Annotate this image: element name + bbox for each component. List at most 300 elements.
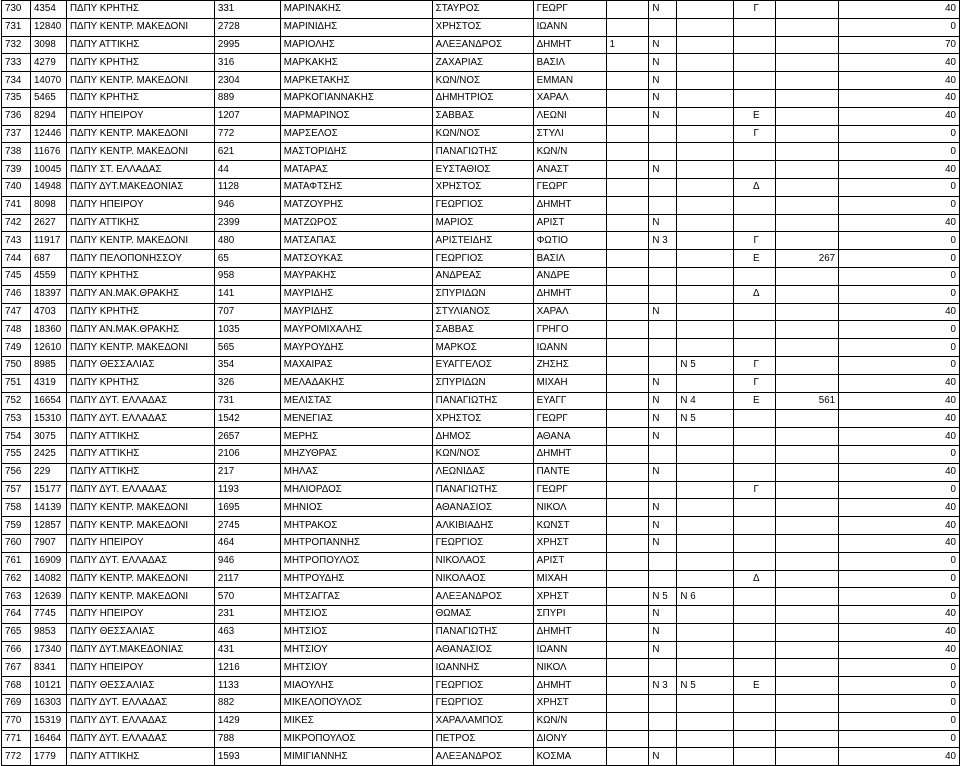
cell-father-name: ΕΜΜΑΝ	[533, 72, 606, 90]
cell-flag-a	[606, 481, 649, 499]
cell-region: ΠΔΠΥ ΗΠΕΙΡΟΥ	[66, 659, 214, 677]
cell-surname: ΜΑΡΙΝΑΚΗΣ	[280, 1, 432, 19]
cell-points: 0	[839, 659, 960, 677]
cell-surname: ΜΑΡΚΟΓΙΑΝΝΑΚΗΣ	[280, 89, 432, 107]
table-row	[2, 161, 960, 179]
cell-code: 16464	[30, 730, 66, 748]
table-row	[2, 89, 960, 107]
cell-flag-b	[649, 285, 677, 303]
cell-code: 4279	[30, 54, 66, 72]
cell-region: ΠΔΠΥ ΚΡΗΤΗΣ	[66, 89, 214, 107]
cell-flag-a	[606, 267, 649, 285]
cell-flag-a	[606, 695, 649, 713]
cell-flag-c	[677, 695, 734, 713]
cell-category	[734, 659, 776, 677]
cell-category	[734, 196, 776, 214]
cell-region: ΠΔΠΥ ΔΥΤ.ΜΑΚΕΔΟΝΙΑΣ	[66, 178, 214, 196]
table-row	[2, 641, 960, 659]
cell-reg-number: 231	[214, 606, 280, 624]
cell-flag-c	[677, 161, 734, 179]
cell-category: Γ	[734, 481, 776, 499]
cell-region: ΠΔΠΥ ΚΕΝΤΡ. ΜΑΚΕΔΟΝΙ	[66, 18, 214, 36]
cell-flag-b	[649, 659, 677, 677]
table-row	[2, 570, 960, 588]
cell-code: 5465	[30, 89, 66, 107]
cell-flag-c	[677, 303, 734, 321]
cell-region: ΠΔΠΥ ΗΠΕΙΡΟΥ	[66, 196, 214, 214]
cell-region: ΠΔΠΥ ΑΤΤΙΚΗΣ	[66, 214, 214, 232]
cell-region: ΠΔΠΥ ΑΤΤΙΚΗΣ	[66, 428, 214, 446]
cell-flag-c	[677, 339, 734, 357]
cell-reg-number: 1429	[214, 712, 280, 730]
cell-flag-c	[677, 285, 734, 303]
cell-flag-c	[677, 534, 734, 552]
cell-row-no: 763	[2, 588, 31, 606]
cell-points: 40	[839, 499, 960, 517]
cell-category	[734, 303, 776, 321]
cell-extra-code	[776, 641, 839, 659]
cell-flag-a	[606, 499, 649, 517]
table-row	[2, 392, 960, 410]
cell-father-name: ΓΕΩΡΓ	[533, 178, 606, 196]
cell-points: 0	[839, 339, 960, 357]
cell-category	[734, 748, 776, 766]
cell-surname: ΜΑΥΡΟΜΙΧΑΛΗΣ	[280, 321, 432, 339]
cell-first-name: ΠΑΝΑΓΙΩΤΗΣ	[432, 623, 533, 641]
cell-code: 8294	[30, 107, 66, 125]
cell-surname: ΜΑΤΖΟΥΡΗΣ	[280, 196, 432, 214]
cell-first-name: ΝΙΚΟΛΑΟΣ	[432, 552, 533, 570]
cell-flag-c: Ν 4	[677, 392, 734, 410]
cell-flag-a	[606, 428, 649, 446]
cell-reg-number: 570	[214, 588, 280, 606]
cell-category: Δ	[734, 285, 776, 303]
cell-category	[734, 428, 776, 446]
cell-code: 16303	[30, 695, 66, 713]
table-row	[2, 356, 960, 374]
cell-flag-b	[649, 321, 677, 339]
cell-row-no: 759	[2, 517, 31, 535]
cell-category	[734, 18, 776, 36]
cell-surname: ΜΙΚΕΣ	[280, 712, 432, 730]
cell-code: 2627	[30, 214, 66, 232]
cell-extra-code	[776, 1, 839, 19]
cell-region: ΠΔΠΥ ΚΡΗΤΗΣ	[66, 303, 214, 321]
cell-reg-number: 217	[214, 463, 280, 481]
cell-first-name: ΘΩΜΑΣ	[432, 606, 533, 624]
cell-points: 40	[839, 214, 960, 232]
cell-code: 4319	[30, 374, 66, 392]
cell-extra-code	[776, 499, 839, 517]
cell-flag-c	[677, 641, 734, 659]
table-row	[2, 36, 960, 54]
cell-flag-b: Ν	[649, 72, 677, 90]
cell-category	[734, 89, 776, 107]
cell-surname: ΜΗΤΣΙΟΣ	[280, 606, 432, 624]
cell-flag-b: Ν	[649, 463, 677, 481]
cell-extra-code	[776, 285, 839, 303]
cell-category: Ε	[734, 250, 776, 268]
cell-code: 3075	[30, 428, 66, 446]
cell-father-name: ΝΙΚΟΛ	[533, 499, 606, 517]
cell-category	[734, 54, 776, 72]
cell-surname: ΜΑΤΣΟΥΚΑΣ	[280, 250, 432, 268]
cell-surname: ΜΗΤΡΟΠΟΥΛΟΣ	[280, 552, 432, 570]
table-row	[2, 1, 960, 19]
cell-region: ΠΔΠΥ ΑΤΤΙΚΗΣ	[66, 445, 214, 463]
cell-surname: ΜΑΡΙΝΙΔΗΣ	[280, 18, 432, 36]
table-row	[2, 374, 960, 392]
cell-flag-a	[606, 339, 649, 357]
cell-first-name: ΧΡΗΣΤΟΣ	[432, 18, 533, 36]
cell-region: ΠΔΠΥ ΔΥΤ. ΕΛΛΑΔΑΣ	[66, 552, 214, 570]
cell-first-name: ΣΤΥΛΙΑΝΟΣ	[432, 303, 533, 321]
cell-flag-a	[606, 588, 649, 606]
cell-first-name: ΣΑΒΒΑΣ	[432, 321, 533, 339]
cell-father-name: ΑΡΙΣΤ	[533, 214, 606, 232]
cell-flag-c	[677, 72, 734, 90]
cell-region: ΠΔΠΥ ΑΤΤΙΚΗΣ	[66, 463, 214, 481]
cell-father-name: ΔΗΜΗΤ	[533, 623, 606, 641]
cell-flag-c	[677, 196, 734, 214]
cell-region: ΠΔΠΥ ΔΥΤ. ΕΛΛΑΔΑΣ	[66, 392, 214, 410]
cell-region: ΠΔΠΥ ΔΥΤ. ΕΛΛΑΔΑΣ	[66, 695, 214, 713]
cell-first-name: ΚΩΝ/ΝΟΣ	[432, 125, 533, 143]
cell-region: ΠΔΠΥ ΗΠΕΙΡΟΥ	[66, 534, 214, 552]
cell-father-name: ΔΗΜΗΤ	[533, 196, 606, 214]
cell-reg-number: 1593	[214, 748, 280, 766]
cell-category	[734, 36, 776, 54]
cell-flag-b: Ν	[649, 36, 677, 54]
cell-extra-code	[776, 161, 839, 179]
cell-points: 0	[839, 196, 960, 214]
cell-code: 3098	[30, 36, 66, 54]
cell-reg-number: 2657	[214, 428, 280, 446]
cell-region: ΠΔΠΥ ΚΕΝΤΡ. ΜΑΚΕΔΟΝΙ	[66, 499, 214, 517]
cell-flag-c	[677, 445, 734, 463]
cell-flag-a	[606, 72, 649, 90]
cell-code: 12639	[30, 588, 66, 606]
cell-flag-b: Ν	[649, 1, 677, 19]
table-row	[2, 712, 960, 730]
cell-father-name: ΚΟΣΜΑ	[533, 748, 606, 766]
cell-category	[734, 552, 776, 570]
cell-flag-c	[677, 552, 734, 570]
cell-region: ΠΔΠΥ ΚΕΝΤΡ. ΜΑΚΕΔΟΝΙ	[66, 517, 214, 535]
cell-flag-a	[606, 730, 649, 748]
cell-code: 4354	[30, 1, 66, 19]
cell-surname: ΜΑΤΑΦΤΣΗΣ	[280, 178, 432, 196]
cell-region: ΠΔΠΥ ΘΕΣΣΑΛΙΑΣ	[66, 623, 214, 641]
cell-surname: ΜΗΛΑΣ	[280, 463, 432, 481]
cell-points: 0	[839, 18, 960, 36]
table-body	[2, 1, 960, 766]
cell-row-no: 746	[2, 285, 31, 303]
cell-flag-c	[677, 321, 734, 339]
cell-reg-number: 141	[214, 285, 280, 303]
table-row	[2, 695, 960, 713]
cell-surname: ΜΙΚΕΛΟΠΟΥΛΟΣ	[280, 695, 432, 713]
cell-code: 18397	[30, 285, 66, 303]
cell-category	[734, 695, 776, 713]
cell-first-name: ΣΠΥΡΙΔΩΝ	[432, 374, 533, 392]
cell-flag-b: Ν	[649, 748, 677, 766]
cell-reg-number: 2995	[214, 36, 280, 54]
cell-flag-c	[677, 1, 734, 19]
table-row	[2, 232, 960, 250]
cell-flag-c: Ν 5	[677, 356, 734, 374]
cell-reg-number: 1216	[214, 659, 280, 677]
cell-flag-b: Ν	[649, 499, 677, 517]
cell-code: 14082	[30, 570, 66, 588]
cell-surname: ΜΑΡΚΕΤΑΚΗΣ	[280, 72, 432, 90]
cell-extra-code	[776, 552, 839, 570]
cell-row-no: 768	[2, 677, 31, 695]
cell-row-no: 758	[2, 499, 31, 517]
cell-extra-code	[776, 606, 839, 624]
cell-extra-code	[776, 178, 839, 196]
cell-father-name: ΔΙΟΝΥ	[533, 730, 606, 748]
cell-points: 0	[839, 552, 960, 570]
cell-points: 0	[839, 695, 960, 713]
cell-reg-number: 1207	[214, 107, 280, 125]
table-row	[2, 285, 960, 303]
table-row	[2, 410, 960, 428]
cell-category: Γ	[734, 1, 776, 19]
cell-extra-code: 561	[776, 392, 839, 410]
cell-father-name: ΛΕΩΝΙ	[533, 107, 606, 125]
cell-category: Γ	[734, 374, 776, 392]
cell-father-name: ΖΗΣΗΣ	[533, 356, 606, 374]
cell-flag-c	[677, 250, 734, 268]
cell-extra-code	[776, 89, 839, 107]
cell-points: 0	[839, 445, 960, 463]
cell-points: 40	[839, 89, 960, 107]
cell-father-name: ΧΡΗΣΤ	[533, 695, 606, 713]
cell-region: ΠΔΠΥ ΘΕΣΣΑΛΙΑΣ	[66, 356, 214, 374]
cell-region: ΠΔΠΥ ΚΕΝΤΡ. ΜΑΚΕΔΟΝΙ	[66, 143, 214, 161]
cell-surname: ΜΗΤΡΟΠΑΝΝΗΣ	[280, 534, 432, 552]
cell-reg-number: 44	[214, 161, 280, 179]
cell-surname: ΜΑΡΚΑΚΗΣ	[280, 54, 432, 72]
cell-reg-number: 326	[214, 374, 280, 392]
cell-flag-a	[606, 107, 649, 125]
cell-points: 0	[839, 250, 960, 268]
cell-first-name: ΓΕΩΡΓΙΟΣ	[432, 534, 533, 552]
cell-row-no: 770	[2, 712, 31, 730]
cell-surname: ΜΕΛΙΣΤΑΣ	[280, 392, 432, 410]
cell-flag-a	[606, 463, 649, 481]
cell-category	[734, 267, 776, 285]
cell-flag-b: Ν	[649, 641, 677, 659]
cell-surname: ΜΙΑΟΥΛΗΣ	[280, 677, 432, 695]
cell-reg-number: 431	[214, 641, 280, 659]
cell-points: 0	[839, 712, 960, 730]
cell-row-no: 765	[2, 623, 31, 641]
cell-region: ΠΔΠΥ ΚΕΝΤΡ. ΜΑΚΕΔΟΝΙ	[66, 232, 214, 250]
cell-code: 229	[30, 463, 66, 481]
cell-row-no: 753	[2, 410, 31, 428]
cell-flag-b: Ν	[649, 410, 677, 428]
cell-points: 0	[839, 321, 960, 339]
cell-category: Δ	[734, 178, 776, 196]
cell-points: 40	[839, 623, 960, 641]
cell-extra-code	[776, 659, 839, 677]
cell-flag-a	[606, 89, 649, 107]
cell-father-name: ΓΕΩΡΓ	[533, 481, 606, 499]
cell-category	[734, 730, 776, 748]
cell-row-no: 771	[2, 730, 31, 748]
cell-code: 7745	[30, 606, 66, 624]
cell-region: ΠΔΠΥ ΔΥΤ. ΕΛΛΑΔΑΣ	[66, 712, 214, 730]
cell-flag-a	[606, 196, 649, 214]
cell-extra-code	[776, 18, 839, 36]
table-row	[2, 303, 960, 321]
cell-reg-number: 1133	[214, 677, 280, 695]
cell-row-no: 738	[2, 143, 31, 161]
cell-flag-a	[606, 54, 649, 72]
cell-code: 2425	[30, 445, 66, 463]
cell-flag-b: Ν	[649, 623, 677, 641]
cell-extra-code	[776, 143, 839, 161]
cell-extra-code	[776, 695, 839, 713]
cell-flag-b	[649, 250, 677, 268]
cell-code: 12840	[30, 18, 66, 36]
cell-flag-a	[606, 712, 649, 730]
cell-father-name: ΑΡΙΣΤ	[533, 552, 606, 570]
cell-reg-number: 621	[214, 143, 280, 161]
cell-flag-a	[606, 392, 649, 410]
cell-code: 7907	[30, 534, 66, 552]
cell-category	[734, 606, 776, 624]
cell-code: 12446	[30, 125, 66, 143]
table-row	[2, 143, 960, 161]
cell-first-name: ΠΕΤΡΟΣ	[432, 730, 533, 748]
cell-extra-code	[776, 107, 839, 125]
cell-extra-code	[776, 445, 839, 463]
cell-father-name: ΙΩΑΝΝ	[533, 641, 606, 659]
table-row	[2, 18, 960, 36]
cell-row-no: 760	[2, 534, 31, 552]
cell-region: ΠΔΠΥ ΑΝ.ΜΑΚ.ΘΡΑΚΗΣ	[66, 321, 214, 339]
cell-first-name: ΚΩΝ/ΝΟΣ	[432, 72, 533, 90]
cell-extra-code	[776, 232, 839, 250]
cell-extra-code: 267	[776, 250, 839, 268]
cell-surname: ΜΗΛΙΟΡΔΟΣ	[280, 481, 432, 499]
cell-flag-c	[677, 54, 734, 72]
cell-region: ΠΔΠΥ ΣΤ. ΕΛΛΑΔΑΣ	[66, 161, 214, 179]
cell-flag-b: Ν	[649, 606, 677, 624]
cell-flag-b: Ν	[649, 89, 677, 107]
cell-extra-code	[776, 730, 839, 748]
cell-code: 14948	[30, 178, 66, 196]
table-row	[2, 267, 960, 285]
cell-region: ΠΔΠΥ ΚΕΝΤΡ. ΜΑΚΕΔΟΝΙ	[66, 570, 214, 588]
cell-category: Ε	[734, 392, 776, 410]
cell-flag-a	[606, 659, 649, 677]
cell-flag-a	[606, 534, 649, 552]
cell-points: 40	[839, 410, 960, 428]
cell-surname: ΜΗΤΡΑΚΟΣ	[280, 517, 432, 535]
cell-region: ΠΔΠΥ ΚΡΗΤΗΣ	[66, 54, 214, 72]
cell-first-name: ΔΗΜΟΣ	[432, 428, 533, 446]
cell-first-name: ΜΑΡΙΟΣ	[432, 214, 533, 232]
cell-first-name: ΓΕΩΡΓΙΟΣ	[432, 250, 533, 268]
cell-flag-c	[677, 570, 734, 588]
cell-flag-b	[649, 730, 677, 748]
cell-extra-code	[776, 214, 839, 232]
cell-first-name: ΧΡΗΣΤΟΣ	[432, 410, 533, 428]
cell-reg-number: 2117	[214, 570, 280, 588]
cell-extra-code	[776, 125, 839, 143]
cell-father-name: ΧΑΡΑΛ	[533, 89, 606, 107]
cell-points: 40	[839, 161, 960, 179]
cell-code: 15310	[30, 410, 66, 428]
cell-father-name: ΧΡΗΣΤ	[533, 588, 606, 606]
cell-code: 18360	[30, 321, 66, 339]
cell-flag-a	[606, 570, 649, 588]
cell-category	[734, 72, 776, 90]
cell-row-no: 748	[2, 321, 31, 339]
cell-category: Ε	[734, 107, 776, 125]
cell-region: ΠΔΠΥ ΚΡΗΤΗΣ	[66, 374, 214, 392]
cell-first-name: ΠΑΝΑΓΙΩΤΗΣ	[432, 392, 533, 410]
cell-surname: ΜΗΤΡΟΥΔΗΣ	[280, 570, 432, 588]
cell-category	[734, 588, 776, 606]
cell-flag-a	[606, 285, 649, 303]
cell-flag-b	[649, 570, 677, 588]
cell-points: 40	[839, 428, 960, 446]
cell-surname: ΜΗΤΣΑΓΓΑΣ	[280, 588, 432, 606]
cell-points: 0	[839, 285, 960, 303]
cell-flag-b: Ν 3	[649, 677, 677, 695]
cell-flag-c	[677, 89, 734, 107]
cell-first-name: ΓΕΩΡΓΙΟΣ	[432, 695, 533, 713]
cell-reg-number: 707	[214, 303, 280, 321]
cell-row-no: 761	[2, 552, 31, 570]
cell-father-name: ΦΩΤΙΟ	[533, 232, 606, 250]
cell-father-name: ΚΩΝ/Ν	[533, 143, 606, 161]
cell-flag-a	[606, 606, 649, 624]
cell-region: ΠΔΠΥ ΚΕΝΤΡ. ΜΑΚΕΔΟΝΙ	[66, 72, 214, 90]
cell-father-name: ΕΥΑΓΓ	[533, 392, 606, 410]
cell-category	[734, 410, 776, 428]
cell-flag-a	[606, 18, 649, 36]
cell-row-no: 750	[2, 356, 31, 374]
cell-points: 0	[839, 677, 960, 695]
cell-reg-number: 2399	[214, 214, 280, 232]
cell-first-name: ΙΩΑΝΝΗΣ	[432, 659, 533, 677]
cell-points: 40	[839, 392, 960, 410]
cell-surname: ΜΑΤΣΑΠΑΣ	[280, 232, 432, 250]
cell-flag-c	[677, 499, 734, 517]
table-row	[2, 214, 960, 232]
cell-reg-number: 1695	[214, 499, 280, 517]
cell-category	[734, 214, 776, 232]
cell-row-no: 745	[2, 267, 31, 285]
cell-flag-b: Ν	[649, 161, 677, 179]
cell-category	[734, 712, 776, 730]
cell-surname: ΜΑΤΑΡΑΣ	[280, 161, 432, 179]
cell-flag-a	[606, 641, 649, 659]
cell-extra-code	[776, 303, 839, 321]
cell-region: ΠΔΠΥ ΔΥΤ. ΕΛΛΑΔΑΣ	[66, 481, 214, 499]
cell-reg-number: 946	[214, 552, 280, 570]
cell-flag-c	[677, 623, 734, 641]
cell-code: 8341	[30, 659, 66, 677]
cell-father-name: ΑΘΑΝΑ	[533, 428, 606, 446]
cell-reg-number: 772	[214, 125, 280, 143]
